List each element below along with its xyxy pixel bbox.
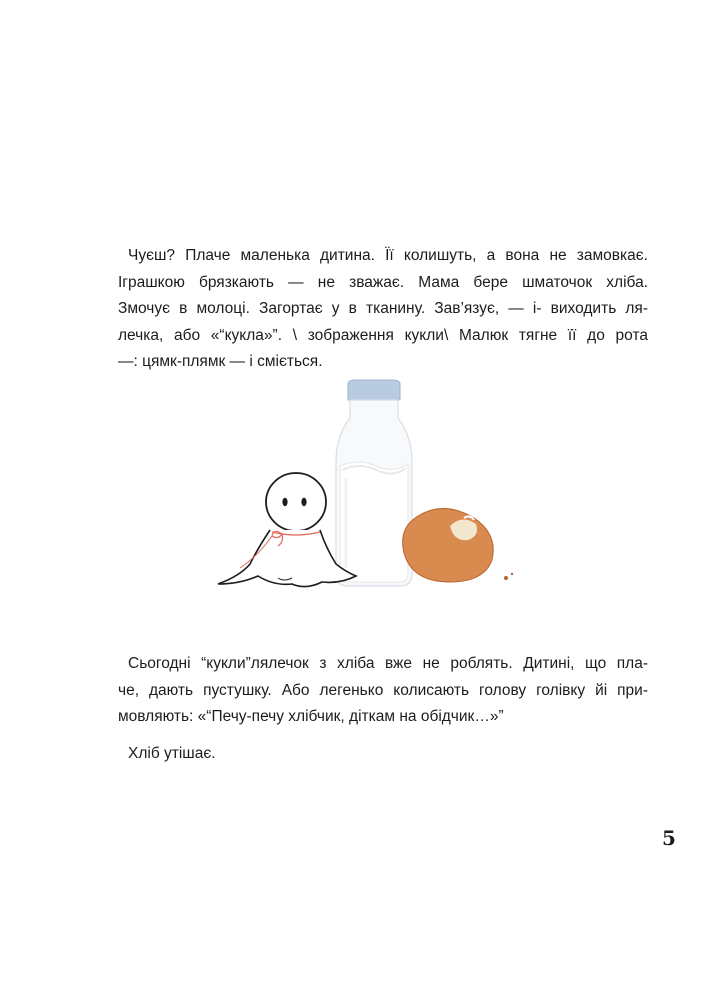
- illustration-doll-milk-bread: [200, 378, 530, 618]
- bread-bun: [403, 508, 514, 582]
- milk-bottle: [336, 380, 412, 586]
- text-line: лечка, або «“кукла»”. \ зображення кукли\ Малюк тягне її до рота: [118, 326, 648, 344]
- paragraph-intro: [118, 243, 648, 376]
- text-line: Змочує в молоці. Загортає у в тканину. Зав’язує, — і- виходить ля-: [118, 300, 648, 317]
- doll-figure: [218, 473, 356, 587]
- text-line: Іграшкою брязкають — не зважає. Мама бере шматочок хліба.: [118, 273, 648, 291]
- text-line: мовляють: «“Печу-печу хлібчик, діткам на обідчик…»”: [118, 708, 504, 725]
- text-line: Чуєш? Плаче маленька дитина. Її колишуть, а вона не замовкає.: [128, 247, 648, 264]
- text-line: Хліб утішає.: [128, 745, 216, 762]
- paragraph-today: [118, 651, 648, 731]
- text-line: че, дають пустушку. Або легенько колисають голову голівку йі при-: [118, 681, 648, 699]
- text-line: Сьогодні “кукли”лялечок з хліба вже не роблять. Дитині, що пла-: [128, 655, 648, 672]
- page-number: 5: [662, 826, 676, 850]
- paragraph-conclusion: [128, 741, 658, 768]
- text-line: —: цямк-плямк — і сміється.: [118, 353, 323, 370]
